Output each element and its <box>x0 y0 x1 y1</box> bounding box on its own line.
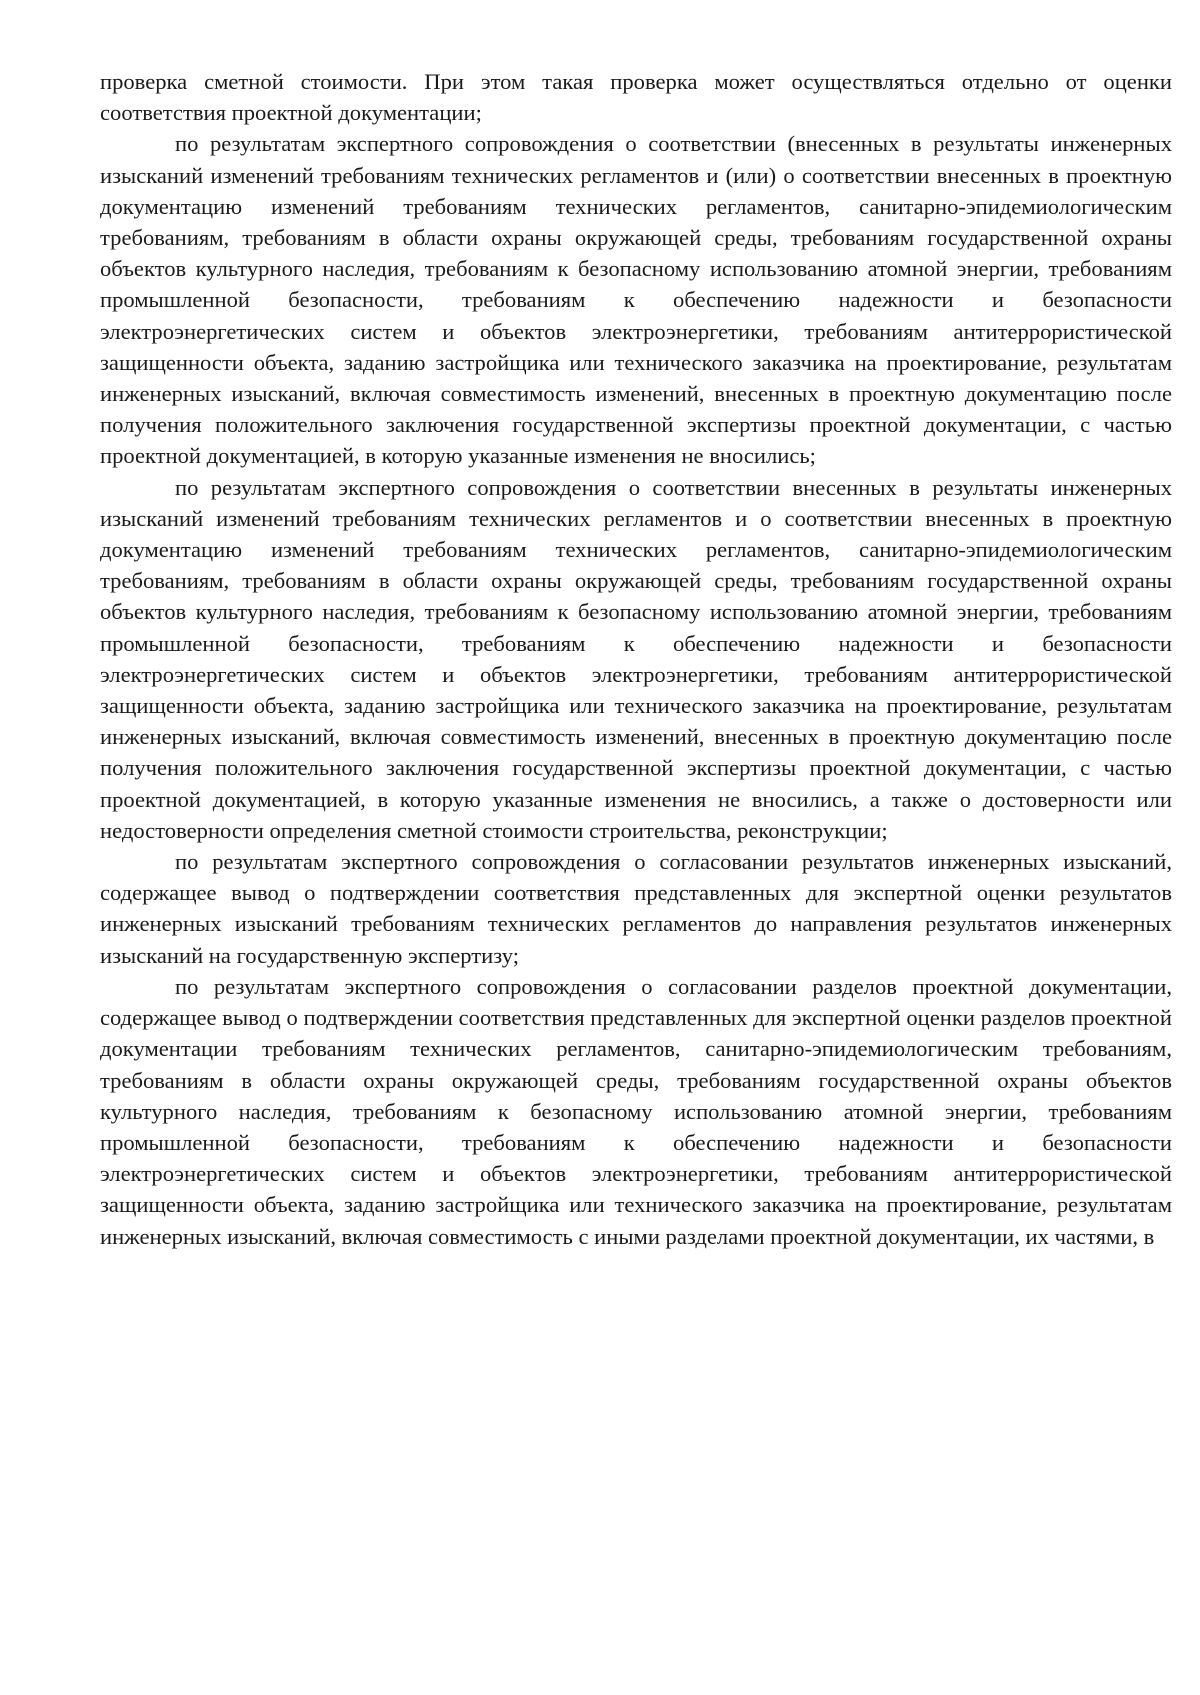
paragraph-survey-results-approval: по результатам экспертного сопровождения о согласовании результатов инженерных изысканий, содержащее вывод о подтверждении соответствия представленных для экспертной оценки результатов инженерных изысканий требованиям технических регламентов до направления результатов инженерных изысканий на государственную экспертизу; <box>100 849 1172 968</box>
paragraph-conformity-changes-or: по результатам экспертного сопровождения о соответствии (внесенных в результаты инженерных изысканий изменений требованиям технических регламентов и (или) о соответствии внесенных в проектную документацию изменений требованиям технических регламентов, санитарно-эпидемиологическим требованиям, требованиям в области охраны окружающей среды, требованиям государственной охраны объектов культурного наследия, требованиям к безопасному использованию атомной энергии, требованиям промышленной безопасности, требованиям к обеспечению надежности и безопасности электроэнергетических систем и объектов электроэнергетики, требованиям антитеррористической защищенности объекта, заданию застройщика или технического заказчика на проектирование, результатам инженерных изысканий, включая совместимость изменений, внесенных в проектную документацию после получения положительного заключения государственной экспертизы проектной документации, с частью проектной документацией, в которую указанные изменения не вносились; <box>100 131 1172 469</box>
paragraph-conformity-changes-and-cost: по результатам экспертного сопровождения о соответствии внесенных в результаты инженерных изысканий изменений требованиям технических регламентов и о соответствии внесенных в проектную документацию изменений требованиям технических регламентов, санитарно-эпидемиологическим требованиям, требованиям в области охраны окружающей среды, требованиям государственной охраны объектов культурного наследия, требованиям к безопасному использованию атомной энергии, требованиям промышленной безопасности, требованиям к обеспечению надежности и безопасности электроэнергетических систем и объектов электроэнергетики, требованиям антитеррористической защищенности объекта, заданию застройщика или технического заказчика на проектирование, результатам инженерных изысканий, включая совместимость изменений, внесенных в проектную документацию после получения положительного заключения государственной экспертизы проектной документации, с частью проектной документацией, в которую указанные изменения не вносились, а также о достоверности или недостоверности определения сметной стоимости строительства, реконструкции; <box>100 474 1172 843</box>
paragraph-cost-verification: проверка сметной стоимости. При этом такая проверка может осуществляться отдельно от оценки соответствия проектной документации; <box>100 69 1172 126</box>
document-body <box>100 66 1172 1252</box>
paragraph-design-sections-approval: по результатам экспертного сопровождения о согласовании разделов проектной документации, содержащее вывод о подтверждении соответствия представленных для экспертной оценки разделов проектной документации требованиям технических регламентов, санитарно-эпидемиологическим требованиям, требованиям в области охраны окружающей среды, требованиям государственной охраны объектов культурного наследия, требованиям к безопасному использованию атомной энергии, требованиям промышленной безопасности, требованиям к обеспечению надежности и безопасности электроэнергетических систем и объектов электроэнергетики, требованиям антитеррористической защищенности объекта, заданию застройщика или технического заказчика на проектирование, результатам инженерных изысканий, включая совместимость с иными разделами проектной документации, их частями, в <box>100 973 1172 1249</box>
